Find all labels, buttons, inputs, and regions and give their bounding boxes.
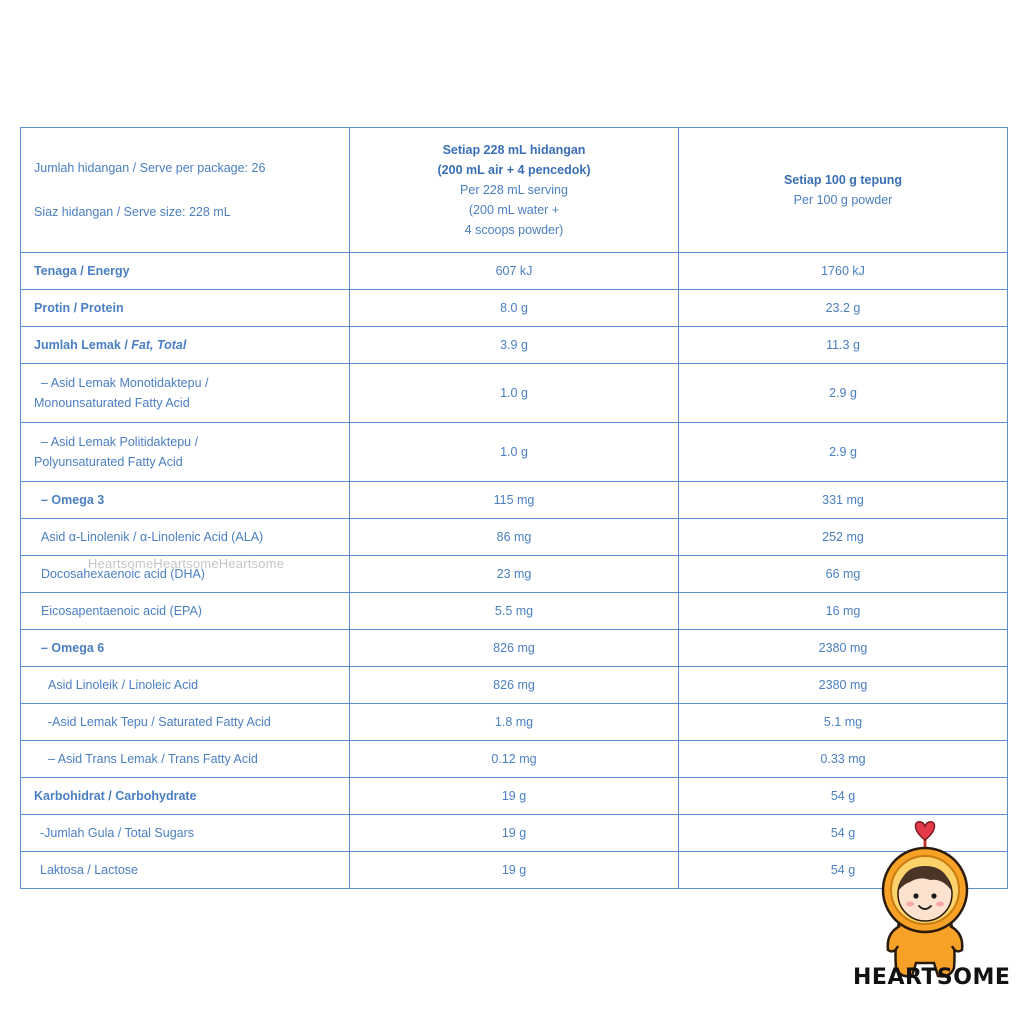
serve-per-package: Jumlah hidangan / Serve per package: 26 xyxy=(34,161,266,175)
table-row xyxy=(21,253,1008,290)
table-row xyxy=(21,327,1008,364)
nutrient-label: Tenaga / Energy xyxy=(21,253,350,290)
nutrient-label: Eicosapentaenoic acid (EPA) xyxy=(21,593,350,630)
table-row xyxy=(21,704,1008,741)
per-serving-value: 5.5 mg xyxy=(350,593,679,630)
per-serving-value: 23 mg xyxy=(350,556,679,593)
per-serving-value: 826 mg xyxy=(350,630,679,667)
table-row xyxy=(21,290,1008,327)
per-serving-value: 1.0 g xyxy=(350,423,679,482)
per-serving-value: 826 mg xyxy=(350,667,679,704)
per-serving-header-line3: Per 228 mL serving xyxy=(460,183,568,197)
table-header-row xyxy=(21,128,1008,253)
table-row xyxy=(21,482,1008,519)
per-serving-header-line2: (200 mL air + 4 pencedok) xyxy=(437,163,591,177)
per-serving-value: 3.9 g xyxy=(350,327,679,364)
per-100g-value: 1760 kJ xyxy=(679,253,1008,290)
nutrient-label: – Omega 6 xyxy=(21,630,350,667)
nutrient-label: Protin / Protein xyxy=(21,290,350,327)
per-100g-value: 5.1 mg xyxy=(679,704,1008,741)
nutrient-label: -Asid Lemak Tepu / Saturated Fatty Acid xyxy=(21,704,350,741)
serving-info-cell xyxy=(21,128,350,253)
watermark-text: HeartsomeHeartsomeHeartsome xyxy=(88,556,285,571)
per-serving-header xyxy=(350,128,679,253)
table-row xyxy=(21,519,1008,556)
per-100g-value: 54 g xyxy=(679,815,1008,852)
per-100g-value: 2.9 g xyxy=(679,364,1008,423)
per-100g-value: 66 mg xyxy=(679,556,1008,593)
table-row xyxy=(21,741,1008,778)
brand-logo-text: HEARTSOME xyxy=(853,965,1011,990)
table-row xyxy=(21,423,1008,482)
per-100g-value: 54 g xyxy=(679,778,1008,815)
table-row xyxy=(21,556,1008,593)
per-100g-value: 2380 mg xyxy=(679,667,1008,704)
per-serving-value: 1.8 mg xyxy=(350,704,679,741)
per-serving-value: 607 kJ xyxy=(350,253,679,290)
nutrient-label xyxy=(21,423,350,482)
per-serving-value: 19 g xyxy=(350,852,679,889)
serve-size: Siaz hidangan / Serve size: 228 mL xyxy=(34,205,231,219)
nutrient-label: Asid α-Linolenik / α-Linolenic Acid (ALA) xyxy=(21,519,350,556)
per-serving-header-line4: (200 mL water + xyxy=(468,203,560,217)
per-100g-value: 331 mg xyxy=(679,482,1008,519)
per-100g-header-line1: Setiap 100 g tepung xyxy=(783,173,903,187)
nutrient-label: – Omega 3 xyxy=(21,482,350,519)
per-serving-value: 0.12 mg xyxy=(350,741,679,778)
nutrient-label-malay: – Asid Lemak Politidaktepu / xyxy=(41,435,199,449)
nutrient-label: Docosahexaenoic acid (DHA) xyxy=(21,556,350,593)
table-row xyxy=(21,667,1008,704)
per-100g-value: 23.2 g xyxy=(679,290,1008,327)
nutrient-label: Karbohidrat / Carbohydrate xyxy=(21,778,350,815)
table-row xyxy=(21,364,1008,423)
per-100g-value: 2.9 g xyxy=(679,423,1008,482)
nutrient-label-english: Polyunsaturated Fatty Acid xyxy=(34,455,183,469)
nutrient-label: Asid Linoleik / Linoleic Acid xyxy=(21,667,350,704)
per-100g-value: 16 mg xyxy=(679,593,1008,630)
per-serving-value: 1.0 g xyxy=(350,364,679,423)
per-serving-value: 86 mg xyxy=(350,519,679,556)
per-100g-header xyxy=(679,128,1008,253)
table-row xyxy=(21,778,1008,815)
per-serving-header-line1: Setiap 228 mL hidangan xyxy=(442,143,586,157)
per-serving-header-line5: 4 scoops powder) xyxy=(464,223,564,237)
per-100g-value: 54 g xyxy=(679,852,1008,889)
table-row xyxy=(21,630,1008,667)
nutrient-label: – Asid Trans Lemak / Trans Fatty Acid xyxy=(21,741,350,778)
nutrient-label xyxy=(21,327,350,364)
per-100g-value: 2380 mg xyxy=(679,630,1008,667)
nutrition-table xyxy=(20,127,1008,889)
nutrient-label-malay: – Asid Lemak Monotidaktepu / xyxy=(41,376,209,390)
per-serving-value: 19 g xyxy=(350,815,679,852)
per-serving-value: 8.0 g xyxy=(350,290,679,327)
per-100g-value: 11.3 g xyxy=(679,327,1008,364)
table-row xyxy=(21,593,1008,630)
nutrient-label-malay: Jumlah Lemak / xyxy=(34,338,132,352)
nutrient-label: -Jumlah Gula / Total Sugars xyxy=(21,815,350,852)
per-100g-value: 252 mg xyxy=(679,519,1008,556)
nutrient-label-english: Monounsaturated Fatty Acid xyxy=(34,396,190,410)
per-serving-value: 19 g xyxy=(350,778,679,815)
nutrient-label: Laktosa / Lactose xyxy=(21,852,350,889)
nutrient-label-english: Fat, Total xyxy=(131,338,187,352)
per-100g-value: 0.33 mg xyxy=(679,741,1008,778)
nutrient-label xyxy=(21,364,350,423)
per-100g-header-line2: Per 100 g powder xyxy=(793,193,893,207)
per-serving-value: 115 mg xyxy=(350,482,679,519)
